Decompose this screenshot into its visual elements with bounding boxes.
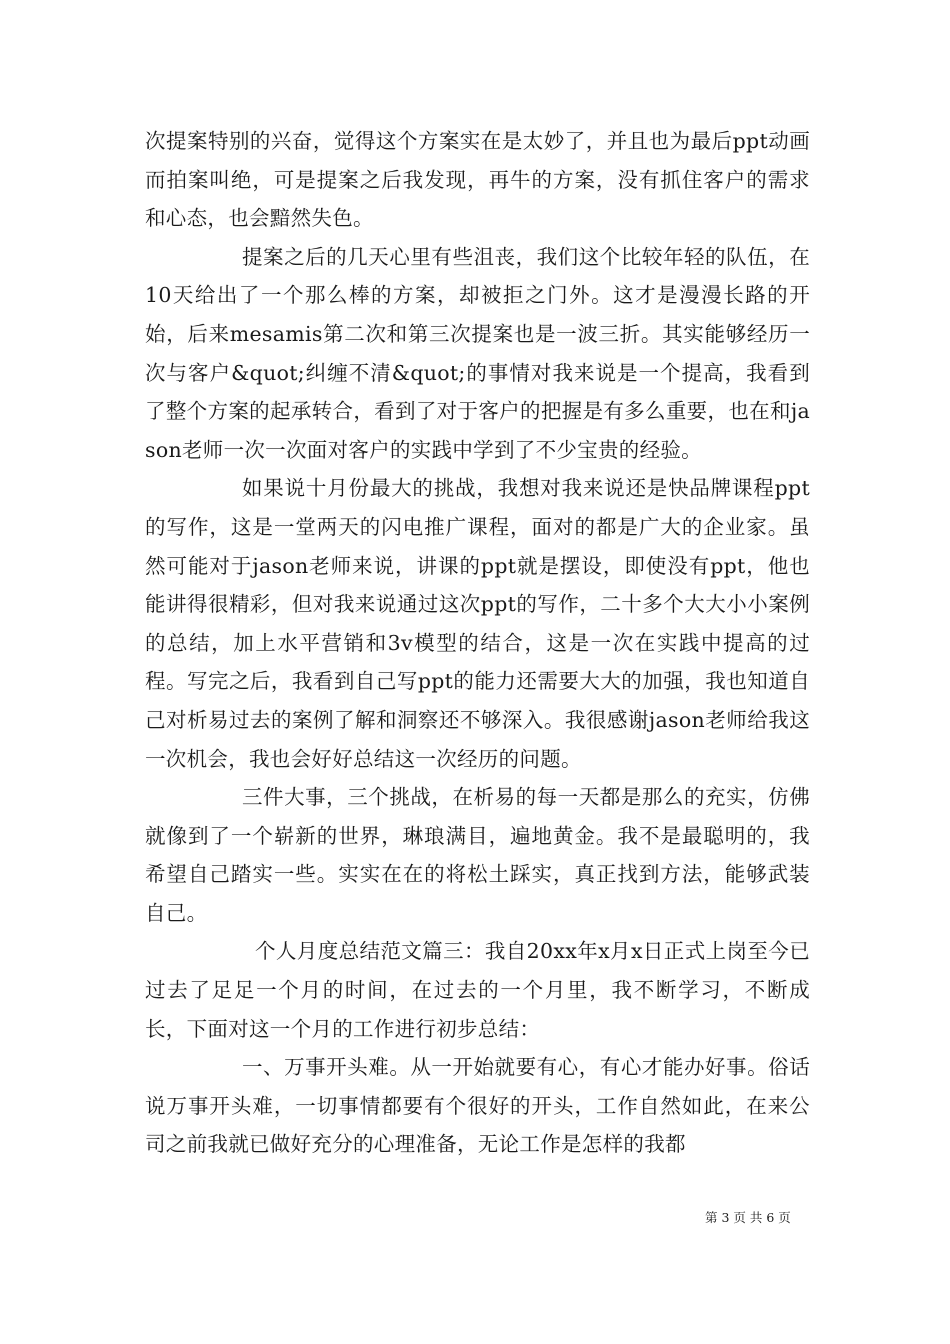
page-number-footer: 第 3 页 共 6 页: [705, 1210, 791, 1225]
paragraph-three-challenges: 三件大事，三个挑战，在析易的每一天都是那么的充实，仿佛就像到了一个崭新的世界，琳琅满目，遍地黄金。我不是最聪明的，我希望自己踏实一些。实实在在的将松土踩实，真正找到方法，能够武装自己。: [145, 785, 810, 925]
paragraph-proposal-setback: 提案之后的几天心里有些沮丧，我们这个比较年轻的队伍，在10天给出了一个那么棒的方案，却被拒之门外。这才是漫漫长路的开始，后来mesamis第二次和第三次提案也是一波三折。其实能够经历一次与客户&quot;纠缠不清&quot;的事情对我来说是一个提高，我看到了整个方案的起承转合，看到了对于客户的把握是有多么重要，也在和jason老师一次一次面对客户的实践中学到了不少宝贵的经验。: [145, 244, 810, 462]
paragraph-continuation: 次提案特别的兴奋，觉得这个方案实在是太妙了，并且也为最后ppt动画而拍案叫绝，可是提案之后我发现，再牛的方案，没有抓住客户的需求和心态，也会黯然失色。: [145, 129, 810, 231]
document-body: [145, 122, 810, 1164]
paragraph-first-point: 一、万事开头难。从一开始就要有心，有心才能办好事。俗话说万事开头难，一切事情都要有个很好的开头，工作自然如此，在来公司之前我就已做好充分的心理准备，无论工作是怎样的我都: [145, 1055, 810, 1157]
paragraph-ppt-challenge: 如果说十月份最大的挑战，我想对我来说还是快品牌课程ppt的写作，这是一堂两天的闪电推广课程，面对的都是广大的企业家。虽然可能对于jason老师来说，讲课的ppt就是摆设，即使没有ppt，他也能讲得很精彩，但对我来说通过这次ppt的写作，二十多个大大小小案例的总结，加上水平营销和3v模型的结合，这是一次在实践中提高的过程。写完之后，我看到自己写ppt的能力还需要大大的加强，我也知道自己对析易过去的案例了解和洞察还不够深入。我很感谢jason老师给我这一次机会，我也会好好总结这一次经历的问题。: [145, 476, 810, 771]
paragraph-summary-part-three: 个人月度总结范文篇三：我自20xx年x月x日正式上岗至今已过去了足足一个月的时间，在过去的一个月里，我不断学习，不断成长，下面对这一个月的工作进行初步总结：: [145, 939, 810, 1041]
